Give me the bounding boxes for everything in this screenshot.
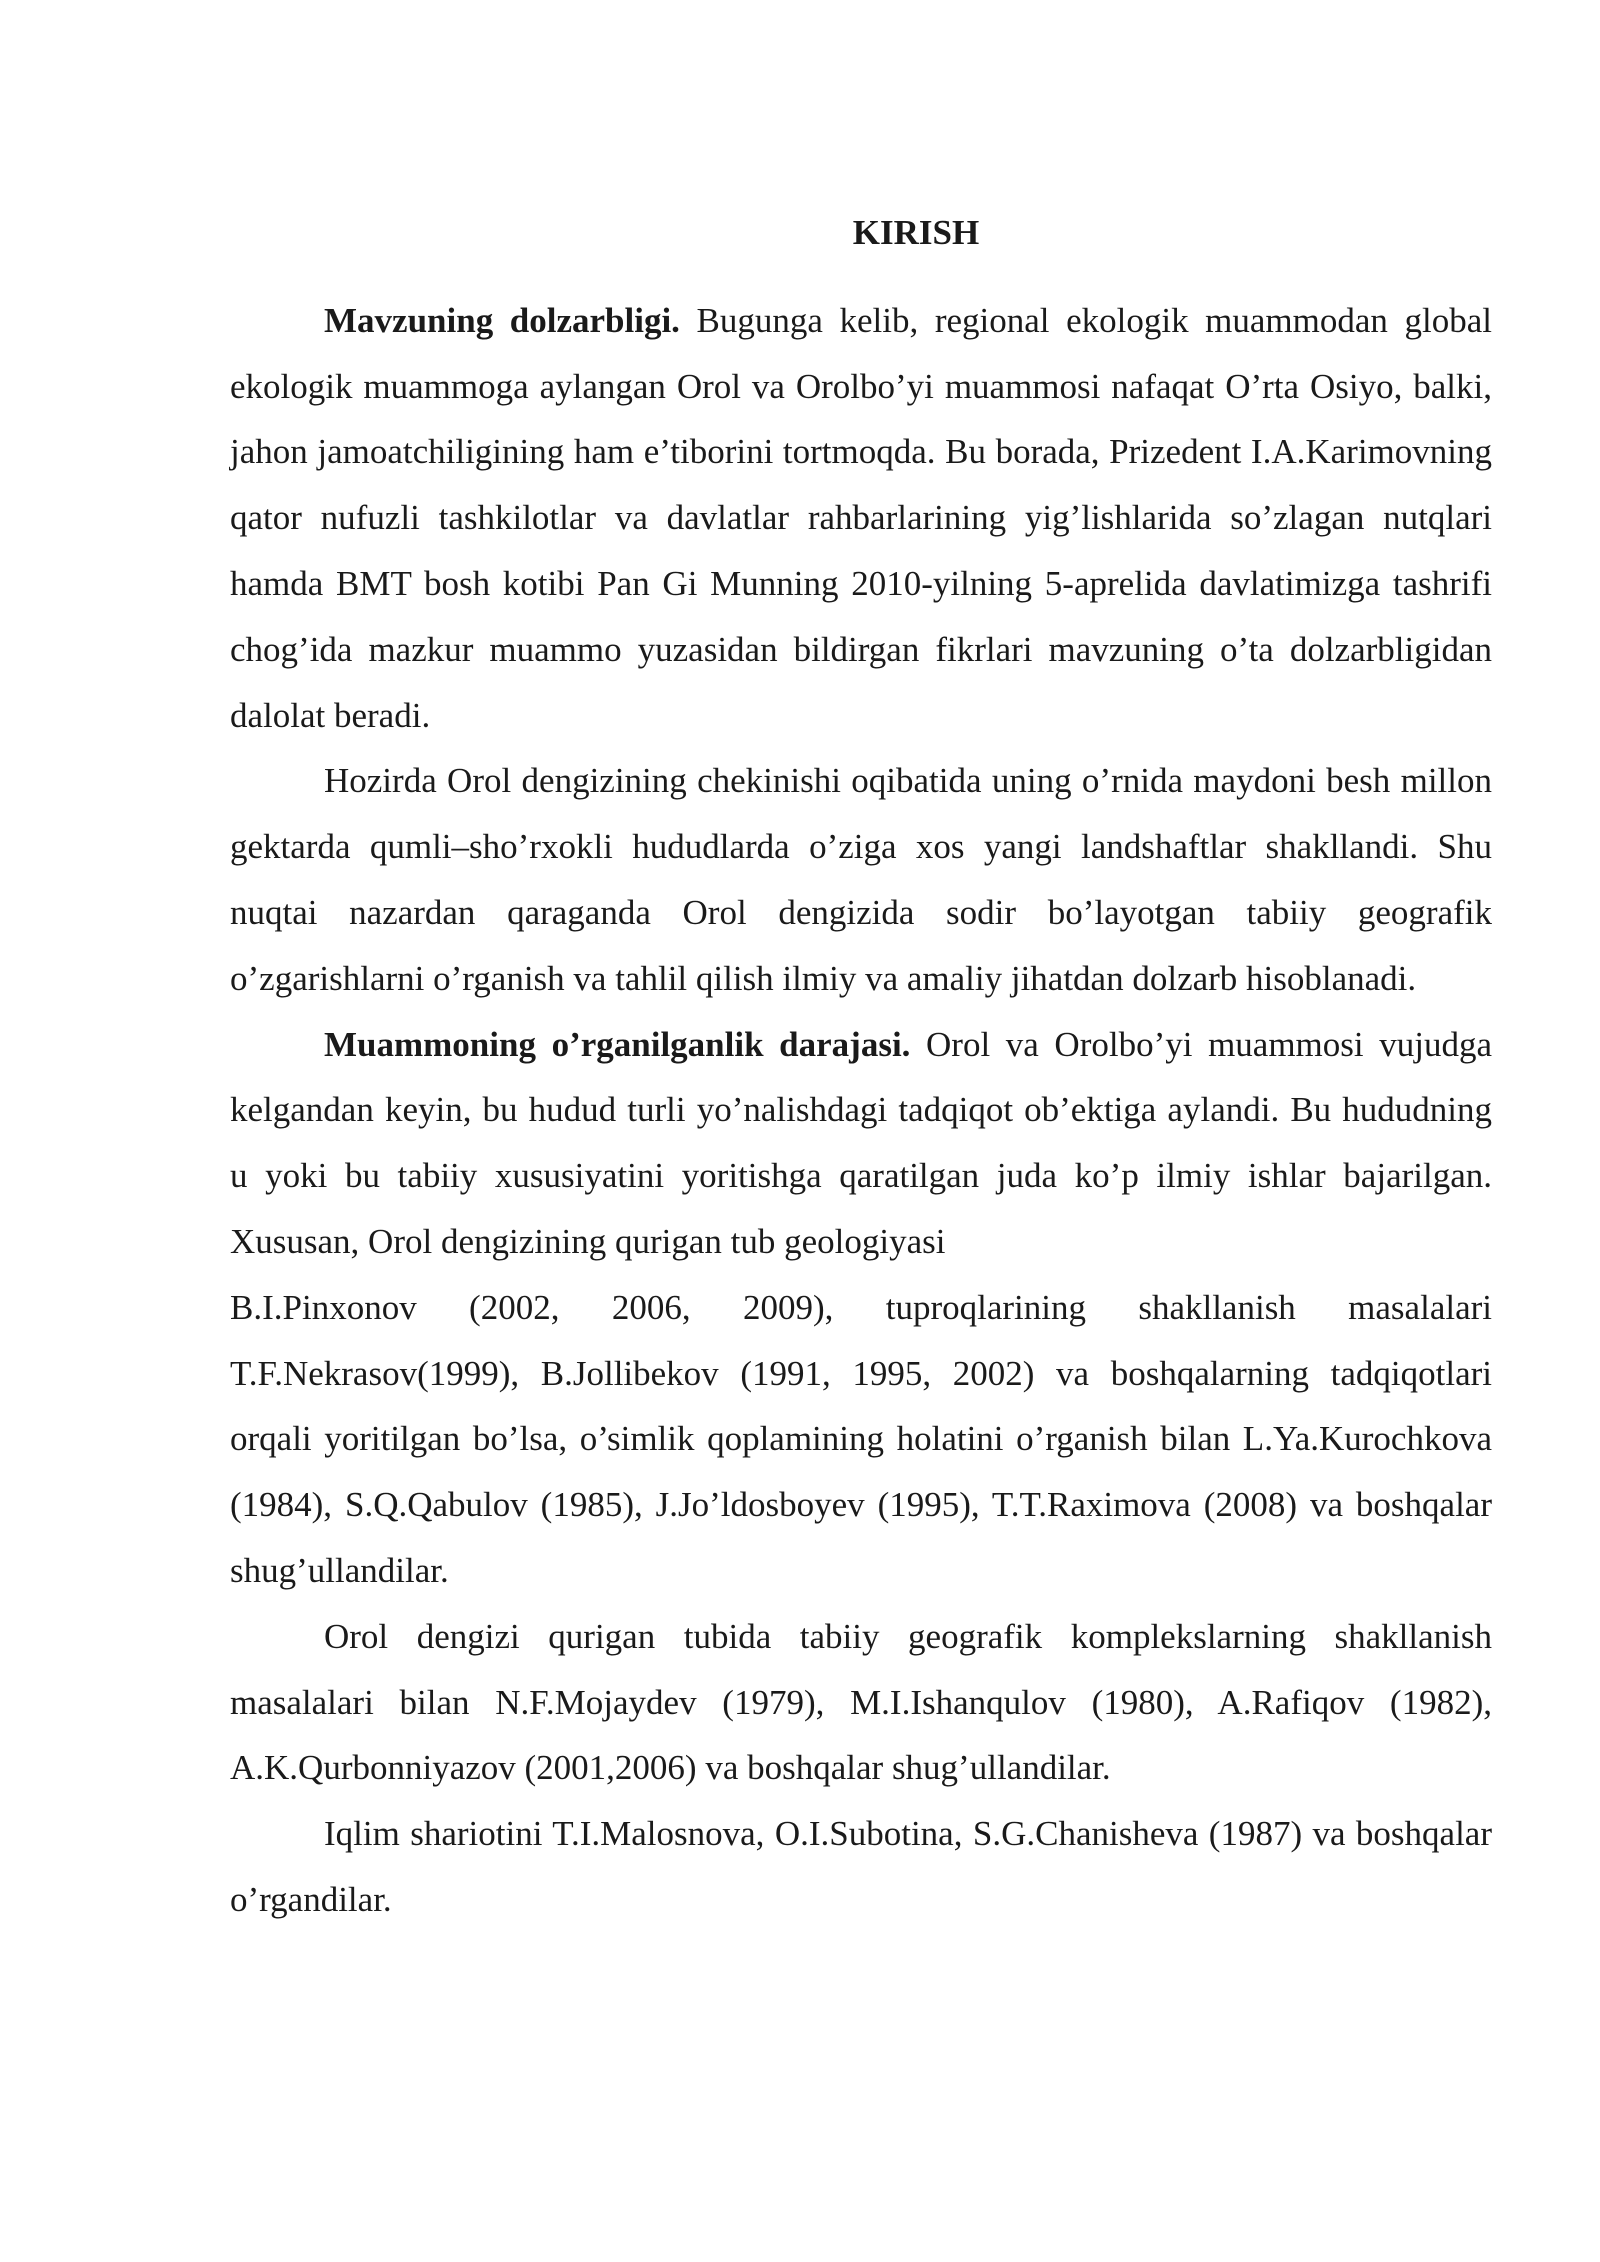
paragraph-lead: Mavzuning dolzarbligi.: [324, 300, 680, 340]
paragraph-climate: Iqlim shariotini T.I.Malosnova, O.I.Subotina, S.G.Chanisheva (1987) va boshqalar o’rgandilar.: [230, 1814, 1492, 1919]
paragraph-text: Orol va Orolbo’yi muammosi vujudga kelgandan keyin, bu hudud turli yo’nalishdagi tadqiqot ob’ektiga aylandi. Bu hududning u yoki bu tabiiy xususiyatini yoritishga qaratilgan juda ko’p ilmiy ishlar bajarilgan. Xususan, Orol dengizining qurigan tub geologiyasi: [230, 1024, 1492, 1261]
paragraph-lead: Muammoning o’rganilganlik darajasi.: [324, 1024, 911, 1064]
paragraph-text: Bugunga kelib, regional ekologik muammodan global ekologik muammoga aylangan Orol va Orolbo’yi muammosi nafaqat O’rta Osiyo, balki, jahon jamoatchiligining ham e’tiborini tortmoqda. Bu borada, Prizedent I.A.Karimovning qator nufuzli tashkilotlar va davlatlar rahbarlarining yig’lishlarida so’zlagan nutqlari hamda BMT bosh kotibi Pan Gi Munning 2010-yilning 5-aprelida davlatimizga tashrifi chog’ida mazkur muammo yuzasidan bildirgan fikrlari mavzuning o’ta dolzarbligidan dalolat beradi.: [230, 300, 1492, 735]
document-page: [230, 200, 1492, 1933]
paragraph-study-level: [230, 1012, 1492, 1275]
page-title: KIRISH: [852, 213, 980, 252]
paragraph-researchers: B.I.Pinxonov (2002, 2006, 2009), tuproqlarining shakllanish masalalari T.F.Nekrasov(1999), B.Jollibekov (1991, 1995, 2002) va boshqalarning tadqiqotlari orqali yoritilgan bo’lsa, o’simlik qoplamining holatini o’rganish bilan L.Ya.Kurochkova (1984), S.Q.Qabulov (1985), J.Jo’ldosboyev (1995), T.T.Raximova (2008) va boshqalar shug’ullandilar.: [230, 1287, 1492, 1590]
paragraph-relevance: [230, 288, 1492, 749]
paragraph-complexes: Orol dengizi qurigan tubida tabiiy geografik komplekslarning shakllanish masalalari bilan N.F.Mojaydev (1979), M.I.Ishanqulov (1980), A.Rafiqov (1982), A.K.Qurbonniyazov (2001,2006) va boshqalar shug’ullandilar.: [230, 1616, 1492, 1788]
paragraph-landscapes: Hozirda Orol dengizining chekinishi oqibatida uning o’rnida maydoni besh millon gektarda qumli–sho’rxokli hududlarda o’ziga xos yangi landshaftlar shakllandi. Shu nuqtai nazardan qaraganda Orol dengizida sodir bo’layotgan tabiiy geografik o’zgarishlarni o’rganish va tahlil qilish ilmiy va amaliy jihatdan dolzarb hisoblanadi.: [230, 761, 1492, 998]
